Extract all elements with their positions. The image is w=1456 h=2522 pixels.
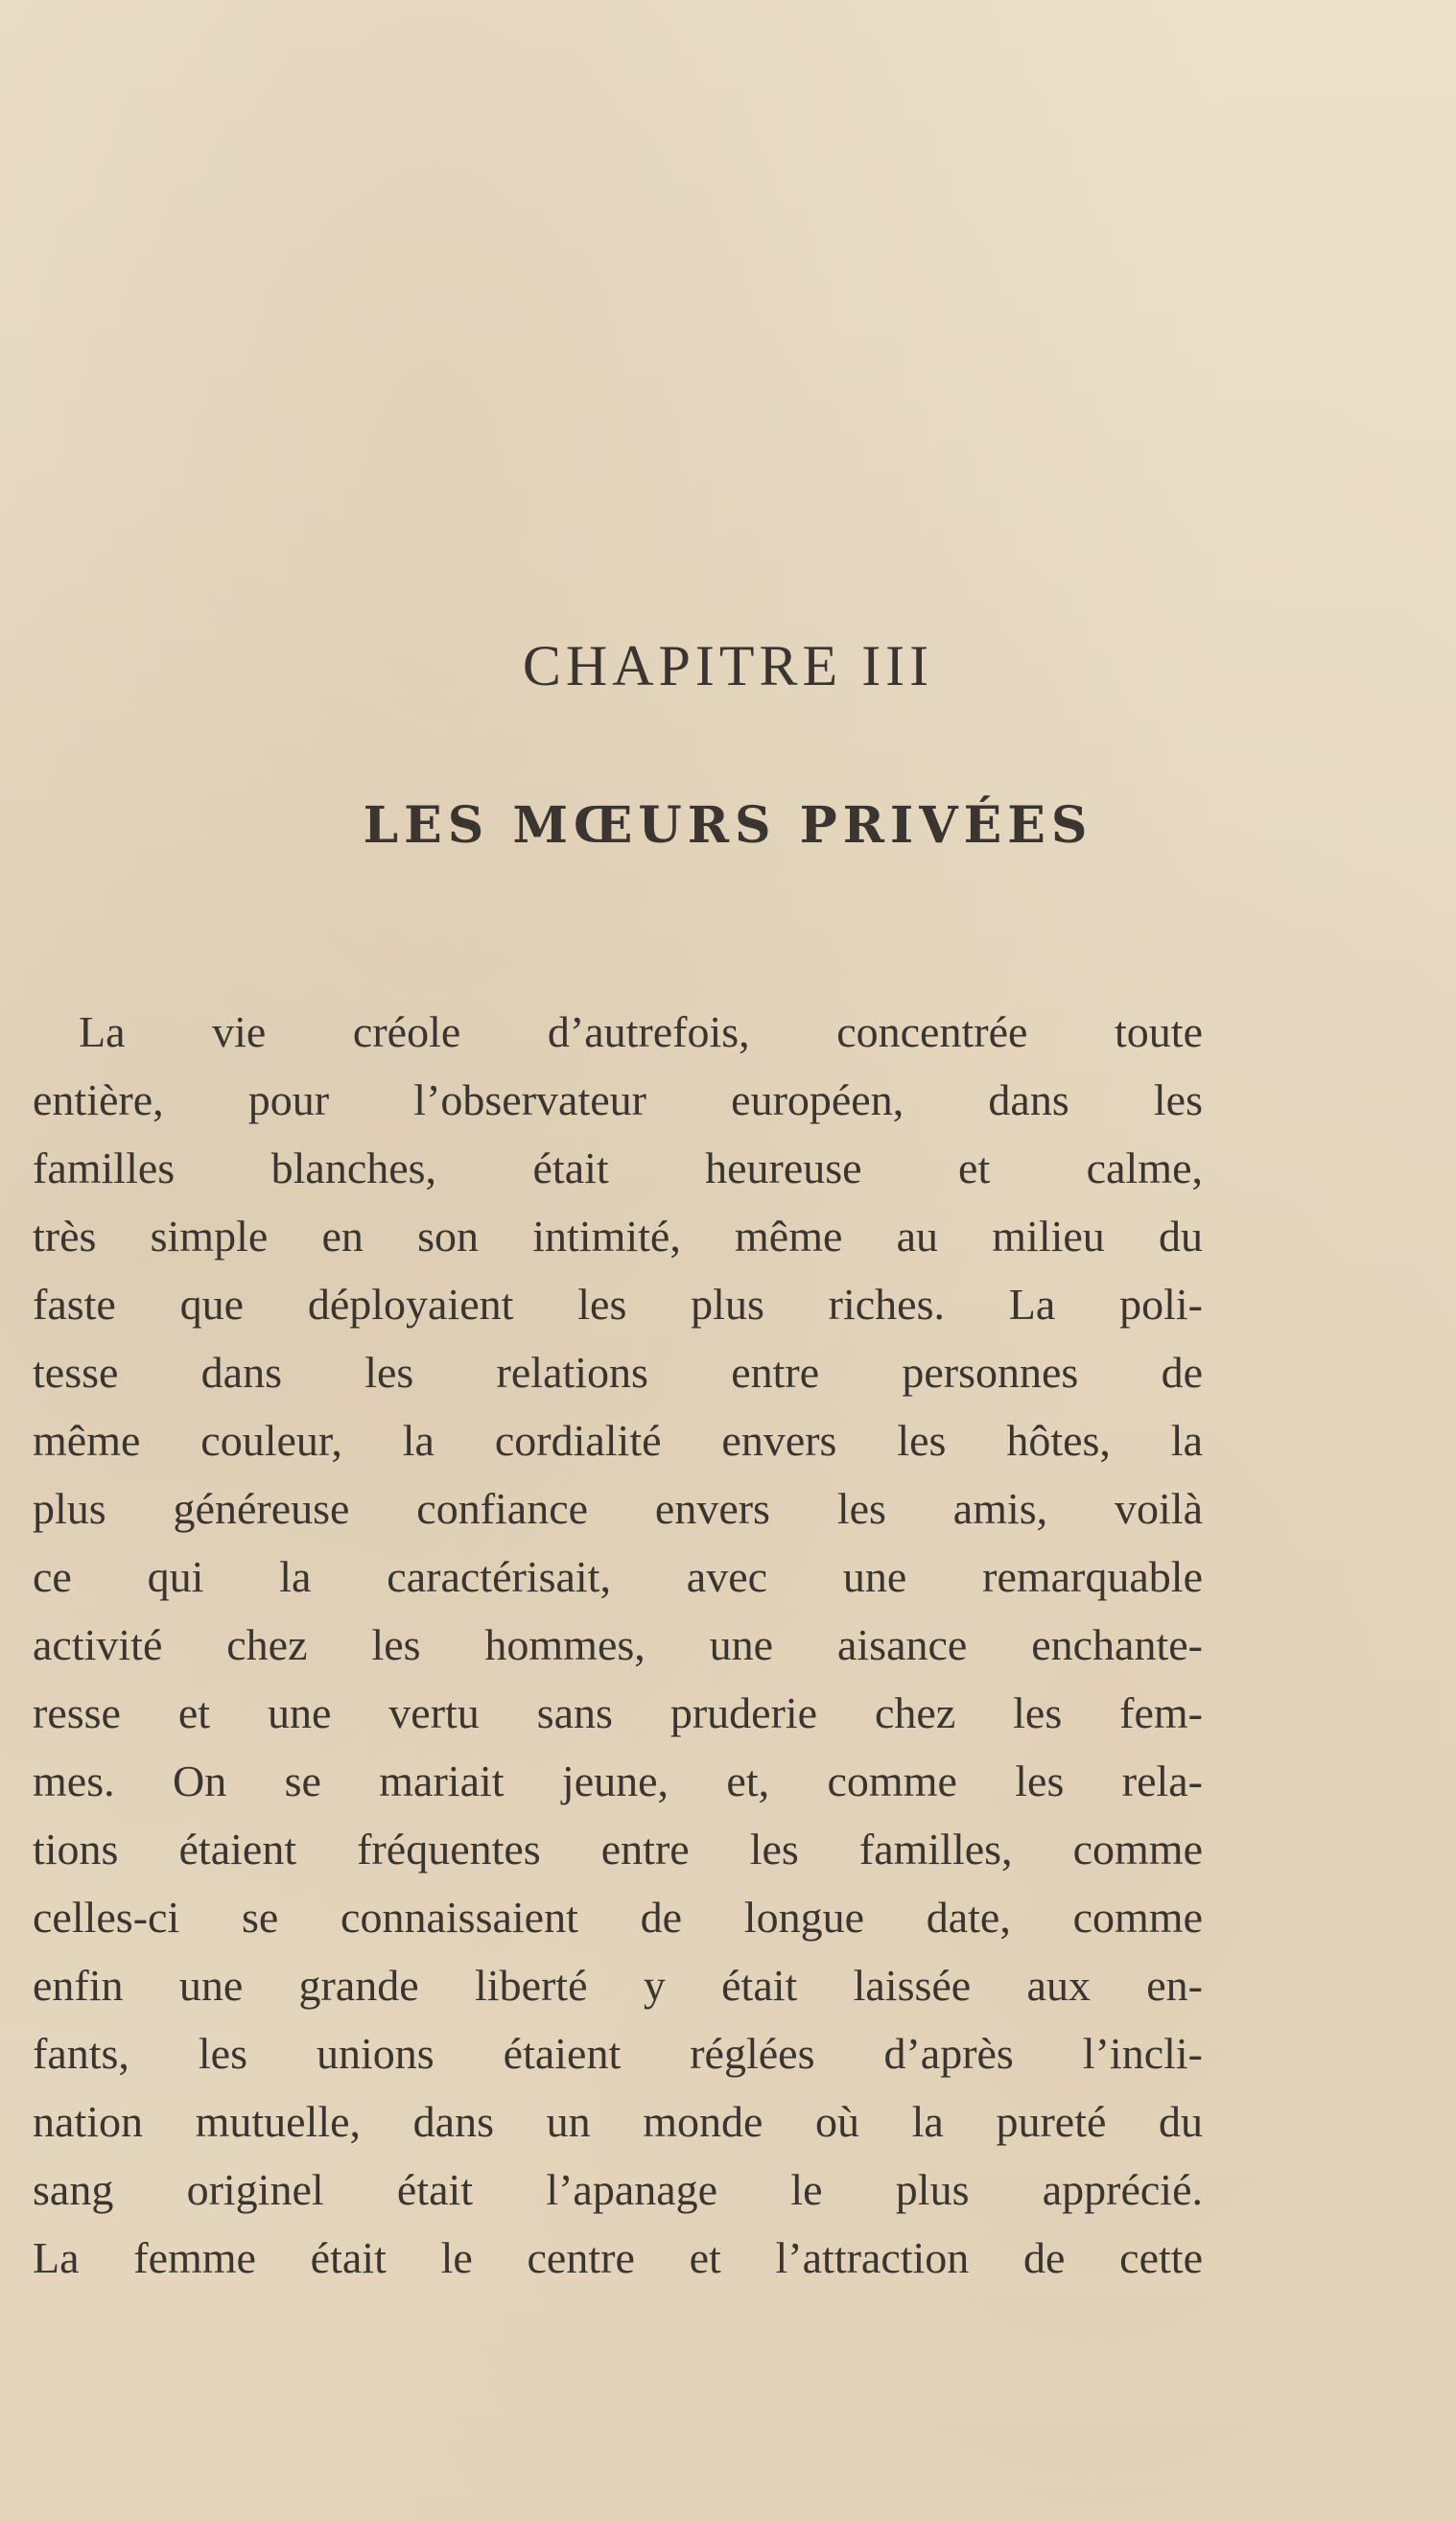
text-line: plus généreuse confiance envers les amis, voilà <box>33 1484 1203 1533</box>
text-line: sang originel était l’apanage le plus apprécié. <box>33 2165 1203 2214</box>
text-line: faste que déployaient les plus riches. La poli- <box>33 1280 1203 1329</box>
text-line: tesse dans les relations entre personnes de <box>33 1348 1203 1397</box>
body-paragraph <box>33 998 1203 2292</box>
text-line: entière, pour l’observateur européen, dans les <box>33 1075 1203 1124</box>
text-line: fants, les unions étaient réglées d’après l’incli- <box>33 2029 1203 2078</box>
text-line: très simple en son intimité, même au milieu du <box>33 1212 1203 1261</box>
text-line: activité chez les hommes, une aisance enchante- <box>33 1620 1203 1669</box>
text-line: ce qui la caractérisait, avec une remarquable <box>33 1552 1203 1601</box>
text-line: La vie créole d’autrefois, concentrée toute <box>79 1007 1203 1056</box>
text-line: nation mutuelle, dans un monde où la pureté du <box>33 2097 1203 2146</box>
chapter-number: CHAPITRE III <box>522 634 934 697</box>
text-line: mes. On se mariait jeune, et, comme les rela- <box>33 1756 1203 1805</box>
text-line: celles-ci se connaissaient de longue date, comme <box>33 1893 1203 1942</box>
text-line: enfin une grande liberté y était laissée aux en- <box>33 1961 1203 2010</box>
text-line: même couleur, la cordialité envers les hôtes, la <box>33 1416 1203 1465</box>
text-line: La femme était le centre et l’attraction de cette <box>33 2233 1203 2282</box>
chapter-title: LES MŒURS PRIVÉES <box>363 796 1093 855</box>
text-line: tions étaient fréquentes entre les familles, comme <box>33 1825 1203 1874</box>
text-line: resse et une vertu sans pruderie chez les fem- <box>33 1688 1203 1737</box>
text-line: familles blanches, était heureuse et calme, <box>33 1143 1203 1192</box>
